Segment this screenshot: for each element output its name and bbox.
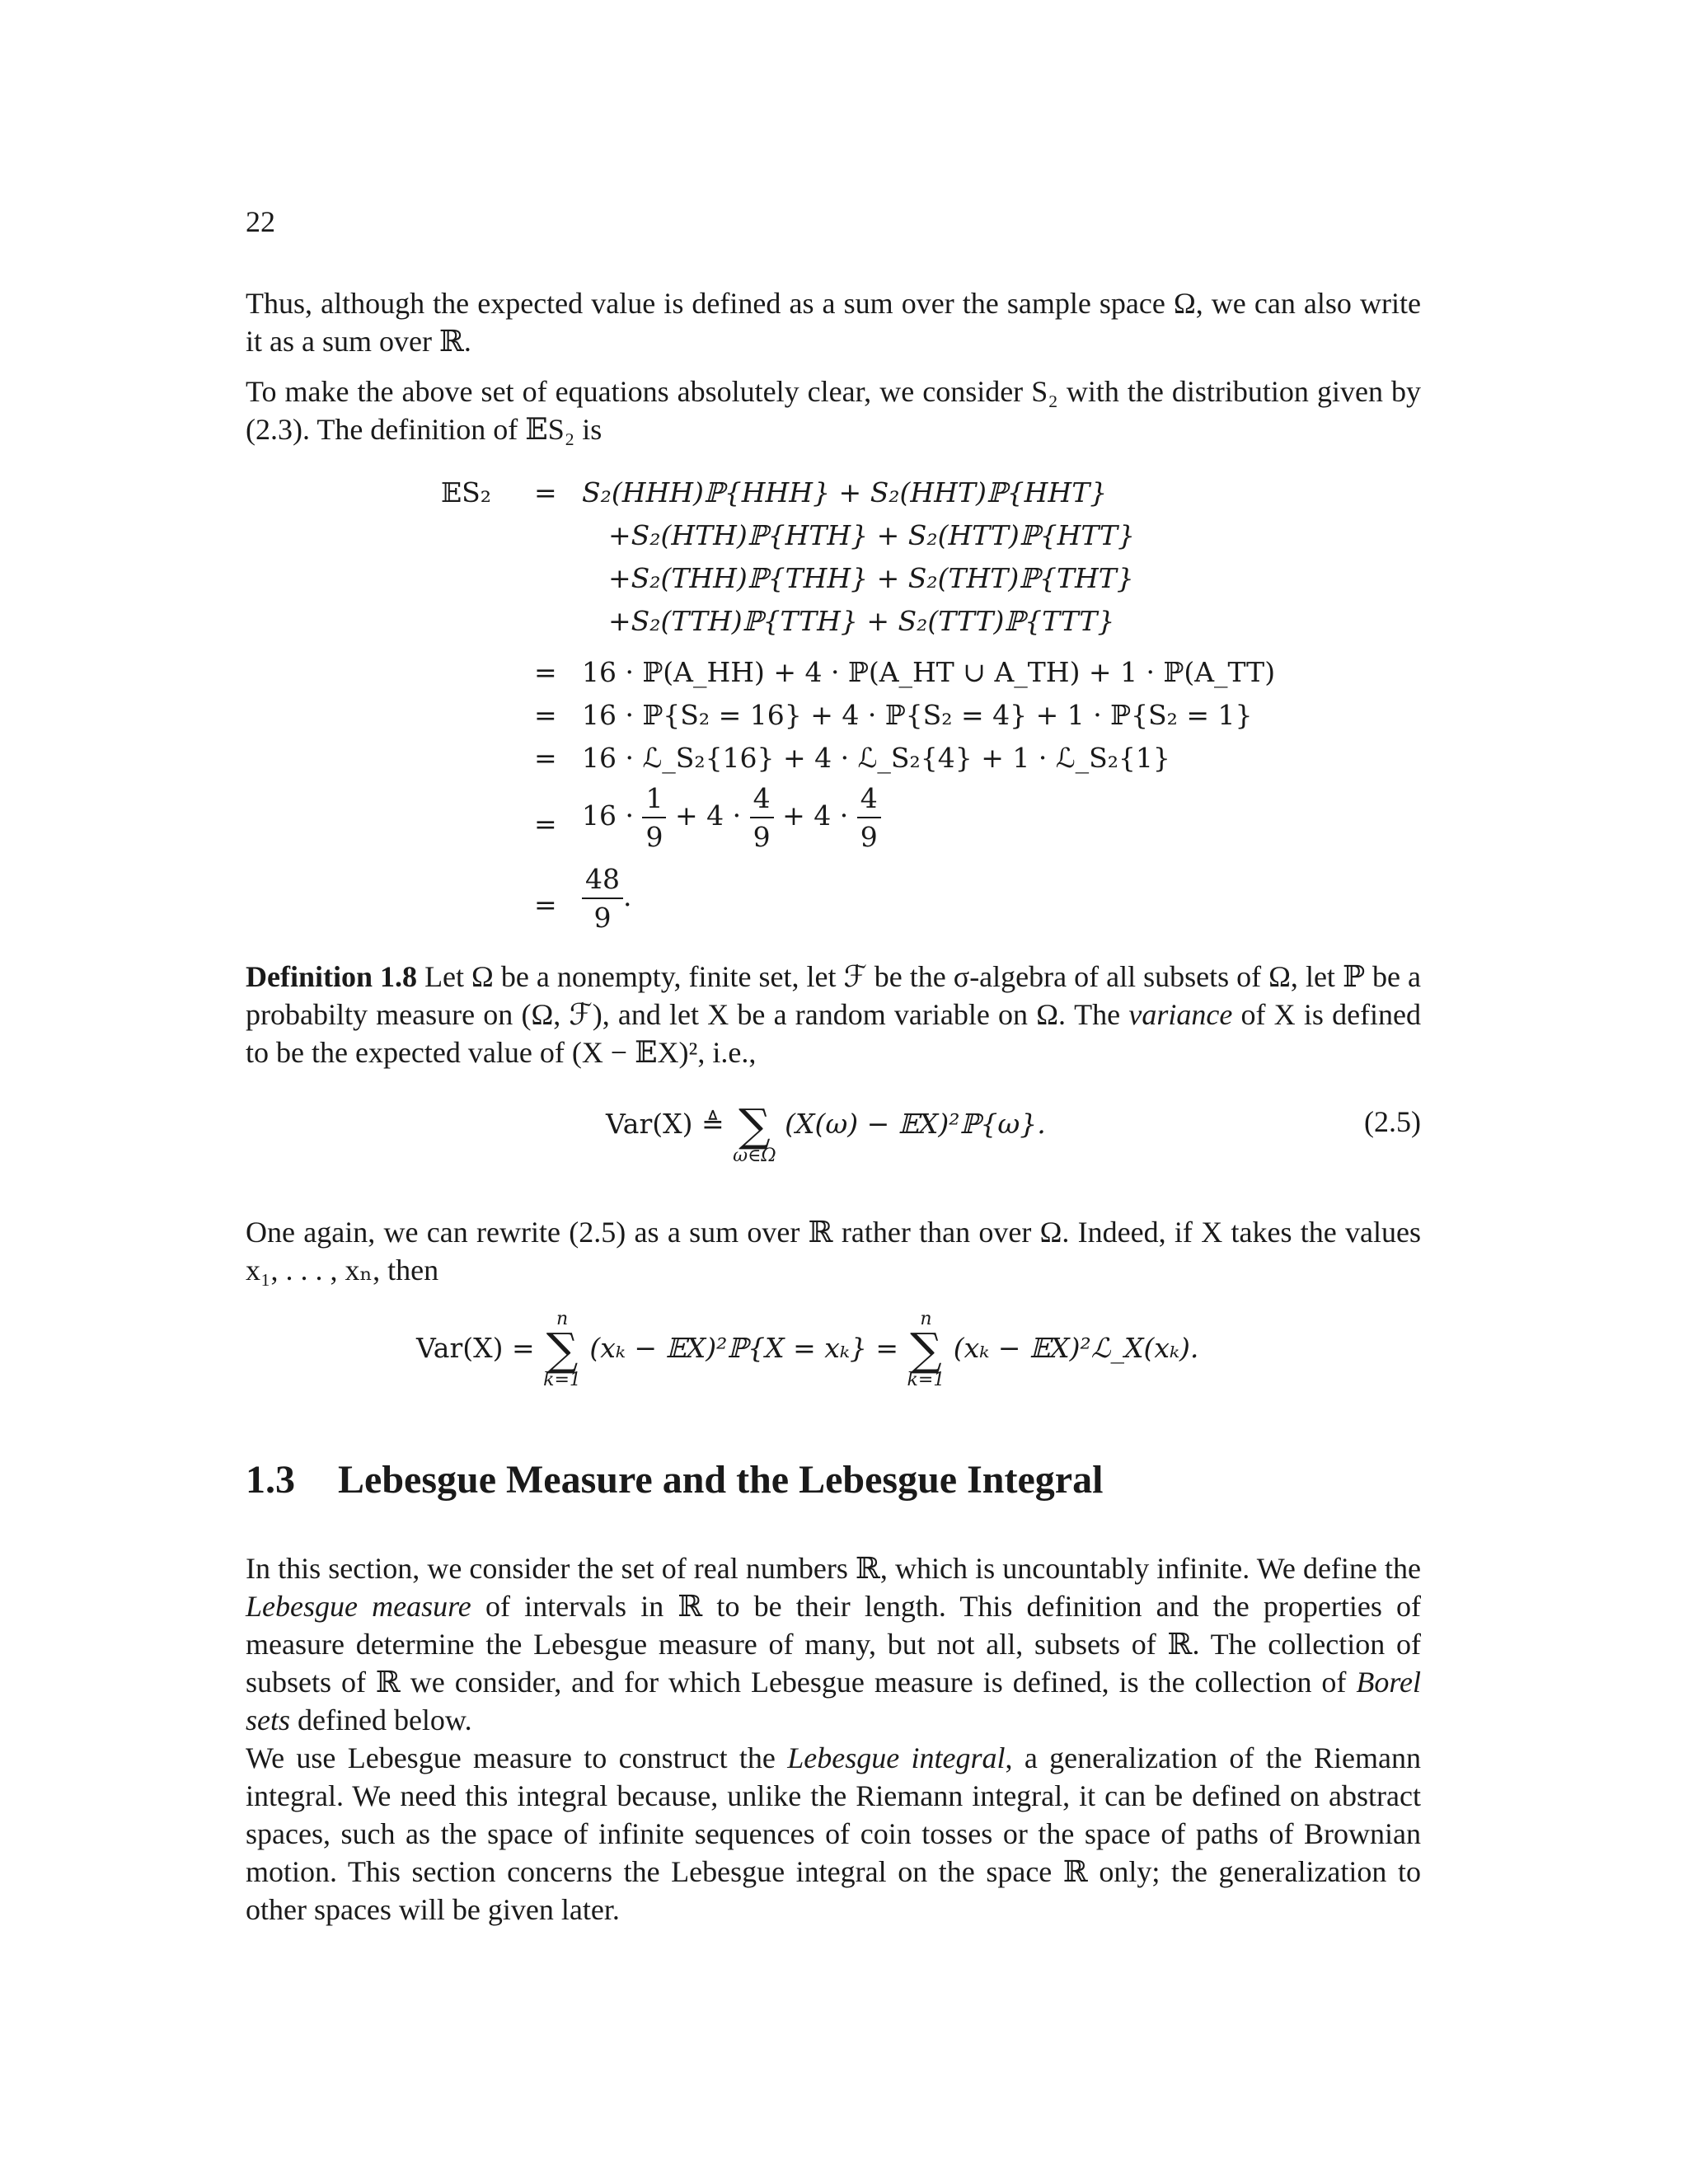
sum-symbol-2: n ∑ k=1	[907, 1309, 945, 1390]
fraction-3: $\frac{4}{9}$	[857, 785, 881, 851]
var2-end: (xₖ − 𝔼X)²ℒ_X(xₖ).	[953, 1332, 1199, 1364]
term-lebesgue-integral: Lebesgue integral	[787, 1741, 1006, 1774]
var2-lhs: Var(X) =	[416, 1332, 535, 1364]
eq-final: $\frac{48}{9}$ .	[582, 865, 632, 931]
paragraph-4: In this section, we consider the set of real numbers ℝ, which is uncountably infinite. We define the Lebesgue measure of intervals in ℝ to be their length. This definition and the properties of measure determine the Lebesgue measure of many, but not all, subsets of ℝ. The collection of subsets of ℝ we consider, and for which Lebesgue measure is defined, is the collection of Borel sets defined below.	[246, 1552, 1422, 1736]
eq-line-5: 16 · ℙ(A_HH) + 4 · ℙ(A_HT ∪ A_TH) + 1 · ℙ(A_TT)	[582, 656, 1276, 688]
eq-rel-2: =	[534, 656, 557, 688]
sum-symbol: ∑ ω∈Ω	[733, 1099, 776, 1166]
definition-emph: variance	[1128, 998, 1233, 1031]
equation-variance	[606, 1086, 1046, 1165]
eq-line-7: 16 · ℒ_S₂{16} + 4 · ℒ_S₂{4} + 1 · ℒ_S₂{1}	[582, 742, 1170, 774]
fraction-final: $\frac{48}{9}$	[582, 865, 623, 931]
eq-rel-3: =	[534, 699, 557, 731]
equation-number: (2.5)	[1364, 1105, 1421, 1138]
equation-variance-sum	[416, 1310, 1198, 1390]
page-number: 22	[246, 205, 275, 238]
eq-line-1: S₂(HHH)ℙ{HHH} + S₂(HHT)ℙ{HHT}	[582, 476, 1108, 509]
eq-line-fractions	[582, 782, 881, 853]
paragraph-3: One again, we can rewrite (2.5) as a sum over ℝ rather than over Ω. Indeed, if X takes the values x₁, . . . , xₙ, then	[246, 1216, 1421, 1286]
definition-text-b: of X is defined to be the expected value of (X − 𝔼X)², i.e.,	[246, 998, 1422, 1069]
paragraph-5: We use Lebesgue measure to construct the Lebesgue integral, a generalization of the Riemann integral. We need this integral because, unlike the Riemann integral, it can be defined on abstract spaces, such as the space of infinite sequences of coin tosses or the space of paths of Brownian motion. This section concerns the Lebesgue integral on the space ℝ only; the generalization to other spaces will be given later.	[246, 1741, 1422, 1926]
var2-middle: (xₖ − 𝔼X)²ℙ{X = xₖ} =	[589, 1332, 899, 1364]
eq-rel-1: =	[534, 476, 557, 509]
section-number: 1.3	[246, 1458, 295, 1502]
frac-coef-3: + 4 ·	[782, 799, 849, 832]
eq-line-6: 16 · ℙ{S₂ = 16} + 4 · ℙ{S₂ = 4} + 1 · ℙ{S₂ = 1}	[582, 699, 1253, 731]
section-heading	[246, 1457, 1103, 1502]
eq-line-2: +S₂(HTH)ℙ{HTH} + S₂(HTT)ℙ{HTT}	[608, 519, 1136, 551]
frac-coef-2: + 4 ·	[674, 799, 742, 832]
fraction-2: $\frac{4}{9}$	[750, 785, 774, 851]
eq-rel-6: =	[534, 888, 557, 921]
fraction-1: $\frac{1}{9}$	[642, 785, 666, 851]
var-body: (X(ω) − 𝔼X)²ℙ{ω}.	[785, 1108, 1046, 1140]
frac-coef-1: 16 ·	[582, 799, 634, 832]
eq-line-4: +S₂(TTH)ℙ{TTH} + S₂(TTT)ℙ{TTT}	[608, 605, 1115, 637]
eq-rel-5: =	[534, 808, 557, 840]
section-title: Lebesgue Measure and the Lebesgue Integral	[338, 1458, 1104, 1502]
definition-1-8	[246, 958, 1421, 1071]
paragraph-2: To make the above set of equations absolutely clear, we consider S₂ with the distribution given by (2.3). The definition of 𝔼S₂ is	[246, 375, 1421, 446]
definition-label: Definition 1.8	[246, 960, 418, 993]
var-lhs: Var(X) ≜	[606, 1108, 724, 1140]
term-lebesgue-measure: Lebesgue measure	[246, 1590, 471, 1623]
term-borel-sets: Borel sets	[246, 1666, 1421, 1736]
sum-symbol-1: n ∑ k=1	[543, 1309, 581, 1390]
eq-lhs: 𝔼S₂	[441, 476, 491, 509]
paragraph-1: Thus, although the expected value is defined as a sum over the sample space Ω, we can also write it as a sum over ℝ.	[246, 287, 1421, 358]
definition-text-a: Let Ω be a nonempty, finite set, let ℱ be the σ-algebra of all subsets of Ω, let ℙ be a probabilty measure on (Ω, ℱ), and let X be a random variable on Ω. The	[246, 960, 1422, 1031]
eq-line-3: +S₂(THH)ℙ{THH} + S₂(THT)ℙ{THT}	[608, 562, 1134, 594]
eq-rel-4: =	[534, 742, 557, 774]
